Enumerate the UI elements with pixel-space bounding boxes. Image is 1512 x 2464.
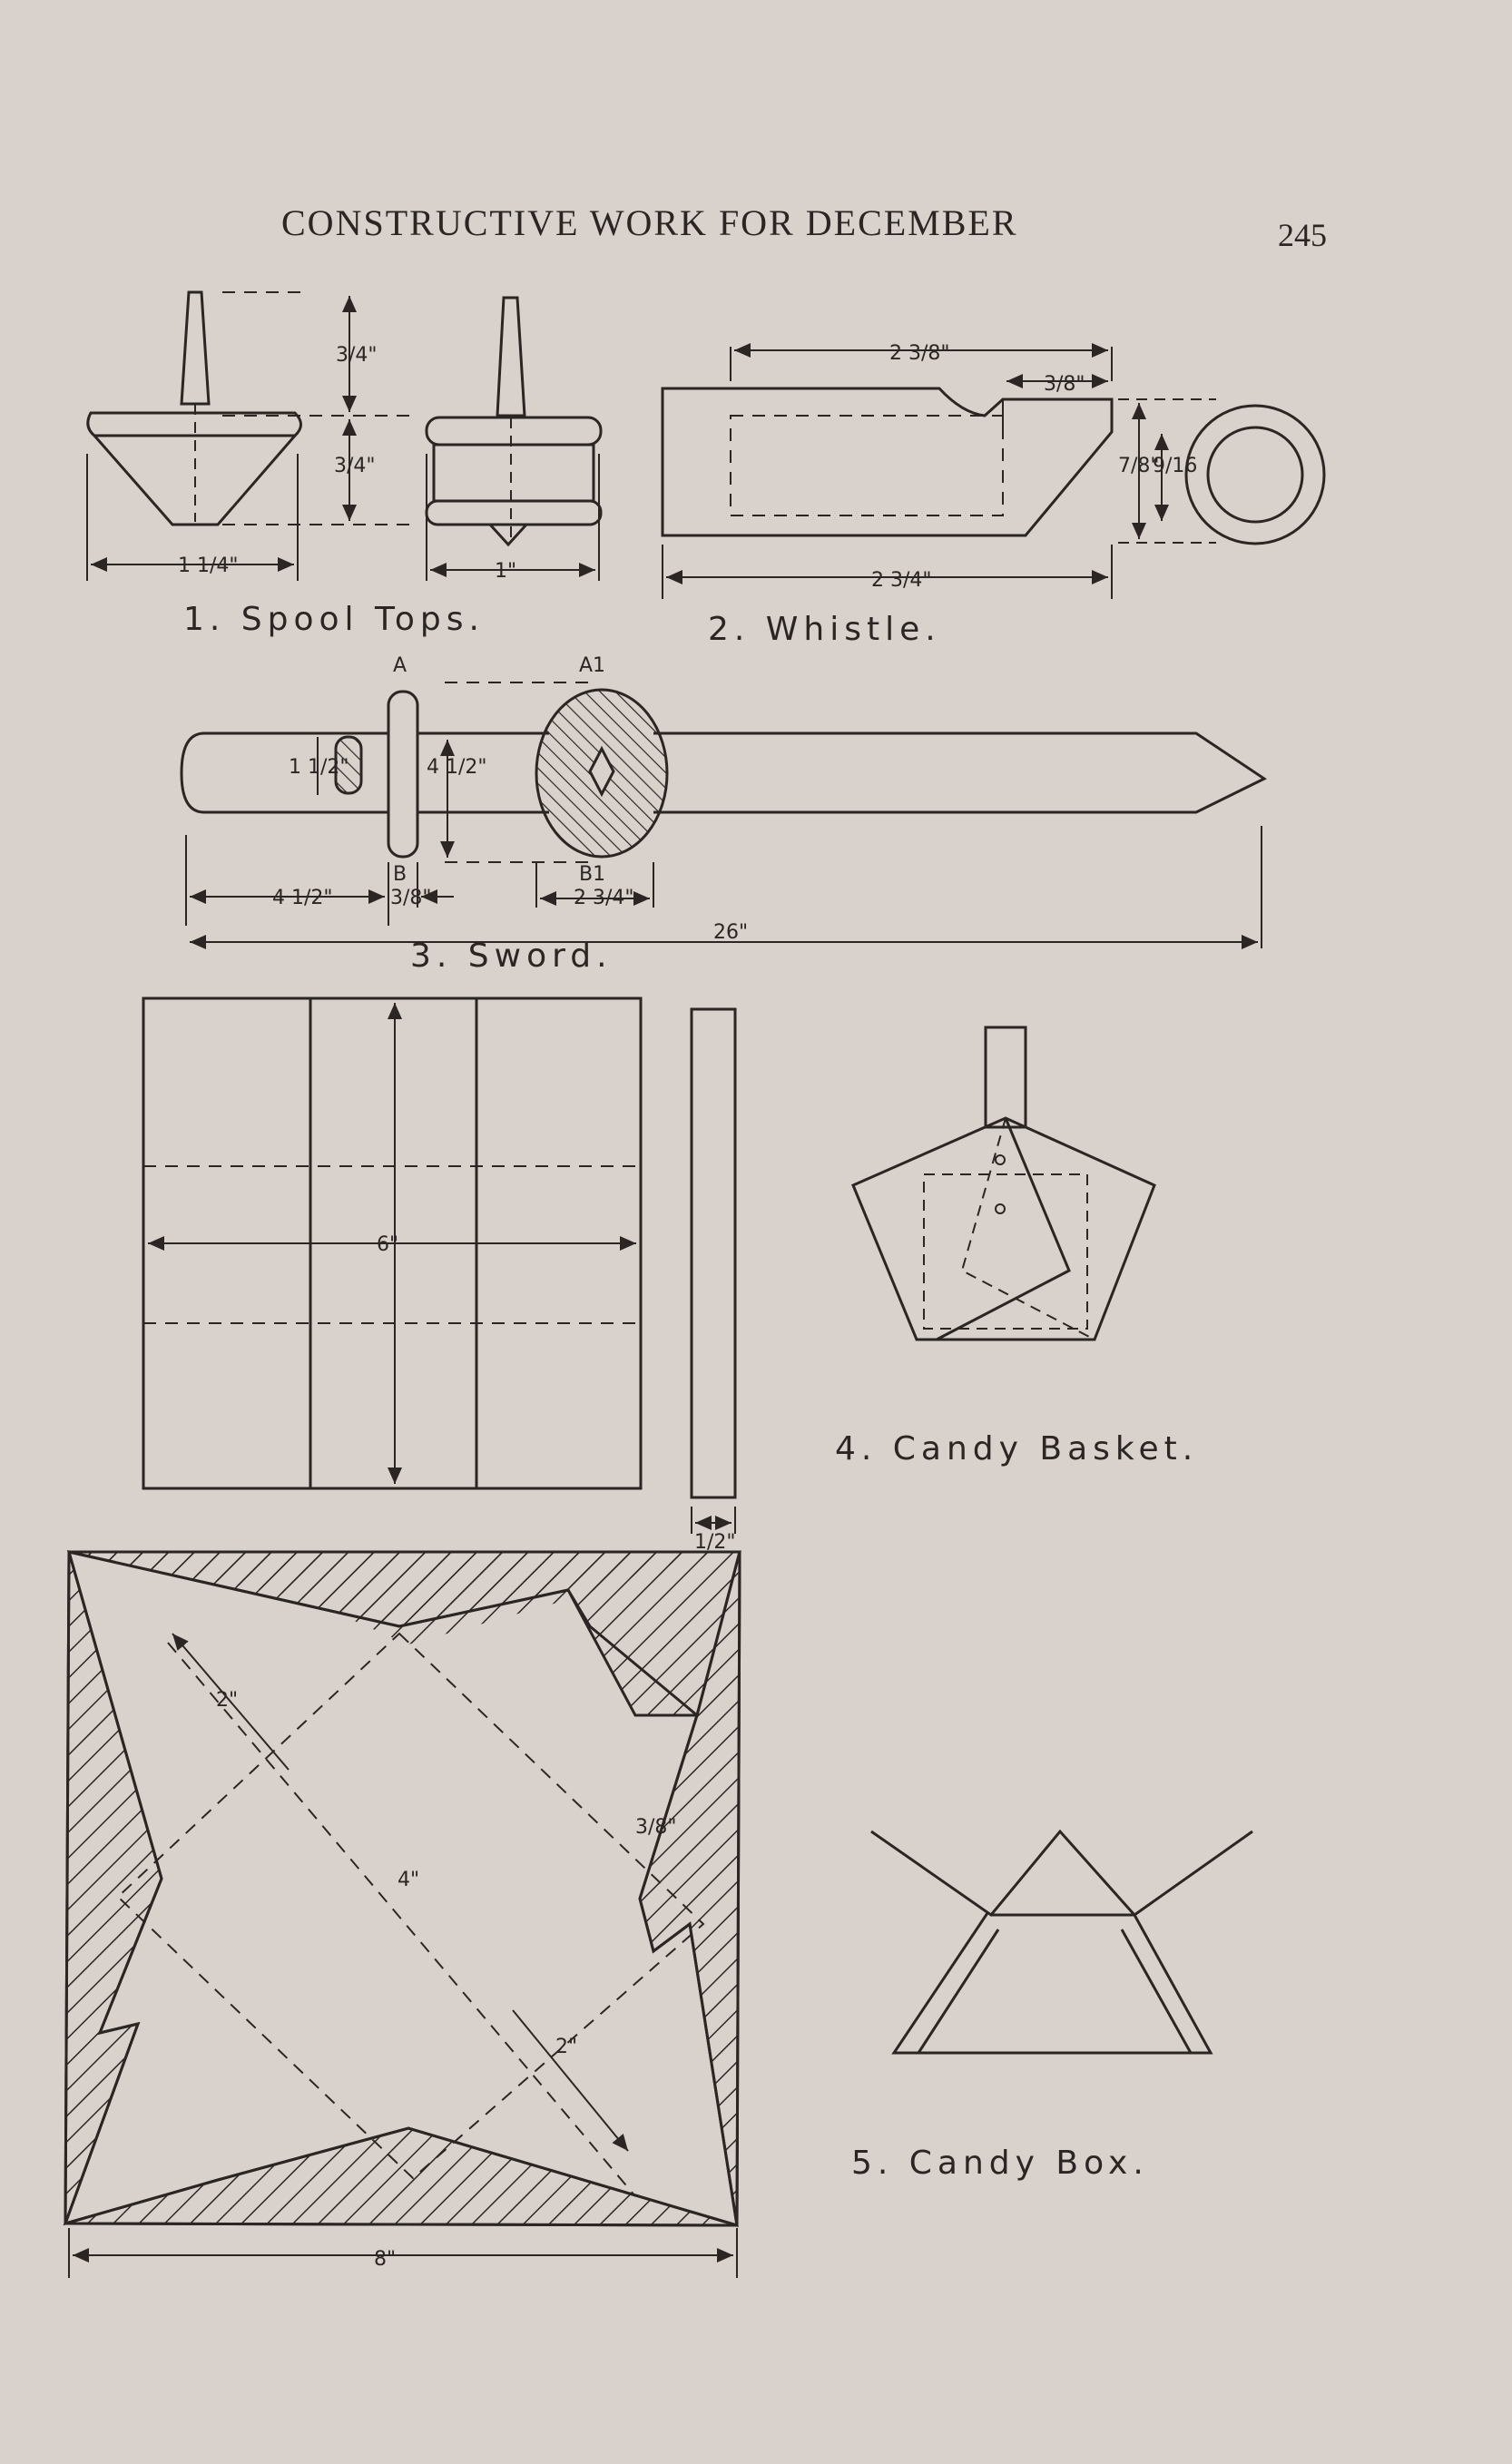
whistle-figure — [663, 347, 1324, 599]
label-sword-a1: A1 — [579, 654, 606, 677]
label-sword-b1: B1 — [579, 863, 606, 886]
dim-whistle-height-a: 7/8" — [1118, 455, 1160, 477]
caption-sword: 3. Sword. — [410, 937, 613, 975]
running-header: CONSTRUCTIVE WORK FOR DECEMBER — [281, 202, 1018, 243]
page-number: 245 — [1278, 217, 1327, 253]
caption-spool-tops: 1. Spool Tops. — [183, 601, 485, 638]
dim-whistle-bottom: 2 3/4" — [871, 569, 932, 592]
sword-figure — [182, 682, 1264, 948]
caption-candy-box: 5. Candy Box. — [851, 2145, 1149, 2182]
dim-box-b: 4" — [398, 1869, 420, 1891]
caption-candy-basket: 4. Candy Basket. — [835, 1430, 1199, 1468]
dim-whistle-notch: 3/8" — [1044, 373, 1085, 396]
dim-spool-stem: 3/4" — [336, 344, 378, 367]
dim-box-flap: 3/8" — [635, 1816, 677, 1839]
dim-basket-strip: 1/2" — [694, 1531, 736, 1554]
dim-whistle-top: 2 3/8" — [889, 342, 950, 365]
dim-sword-total: 26" — [713, 921, 749, 944]
label-sword-b: B — [393, 863, 407, 886]
dim-box-square: 8" — [374, 2248, 397, 2271]
dim-spool-width-a: 1 1/4" — [178, 555, 239, 577]
label-sword-a: A — [393, 654, 407, 677]
dim-box-c: 2" — [555, 2036, 578, 2058]
dim-spool-width-b: 1" — [495, 560, 517, 583]
dim-sword-guard-thick: 3/8" — [390, 887, 432, 909]
dim-whistle-height-b: 9/16 — [1153, 455, 1198, 477]
dim-basket-square: 6" — [377, 1233, 399, 1256]
dim-box-a: 2" — [216, 1689, 239, 1712]
caption-whistle: 2. Whistle. — [708, 611, 941, 648]
spool-tops-figure — [87, 292, 601, 581]
dim-spool-body: 3/4" — [334, 455, 376, 477]
dim-sword-grip: 1 1/2" — [289, 756, 349, 779]
dim-sword-guard: 4 1/2" — [427, 756, 487, 779]
dim-sword-disk: 2 3/4" — [574, 887, 634, 909]
dim-sword-handle: 4 1/2" — [272, 887, 333, 909]
